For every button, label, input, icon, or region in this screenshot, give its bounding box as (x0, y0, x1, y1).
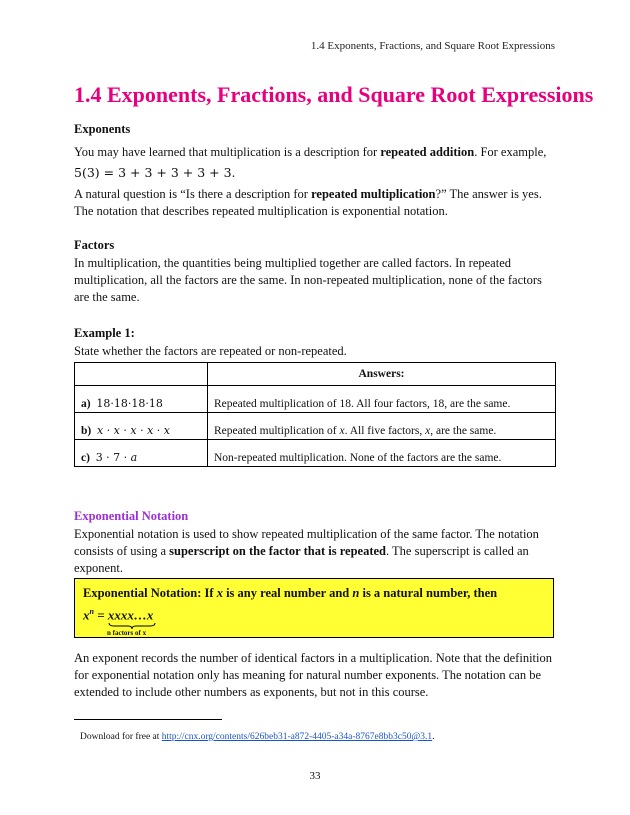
answers-header: Answers: (208, 363, 556, 386)
definition-box (74, 578, 554, 638)
table-header-blank (75, 363, 208, 386)
definition-formula: $x^n$ = xxxx…x (83, 607, 154, 623)
exponential-notation-text: Exponential notation is used to show repeated multiplication of the same factor. The notation consists of using a superscript on the factor that is repeated. The superscript is called an exponent. (74, 527, 539, 575)
exponents-heading: Exponents (74, 122, 131, 136)
row-b-answer: Repeated multiplication of x. All five factors, x, are the same. (208, 413, 556, 440)
footnote-divider (74, 719, 222, 720)
exponents-intro: You may have learned that multiplication is a description for repeated addition. For example, (74, 145, 547, 159)
factors-text: In multiplication, the quantities being multiplied together are called factors. In repeated multiplication, all the factors are the same. In non-repeated multiplication, none of the factors are the same. (74, 256, 542, 304)
table-row (75, 413, 556, 440)
factors-heading: Factors (74, 238, 115, 252)
exponent-closing-text: An exponent records the number of identical factors in a multiplication. Note that the definition for exponential notation only has meaning for natural number exponents. The notation can be extended to include other numbers as exponents, but not in this course. (74, 651, 552, 699)
exponential-notation-heading: Exponential Notation (74, 509, 189, 523)
row-a-problem: a) 18·18·18·18 (75, 386, 208, 413)
table-row (75, 386, 556, 413)
section-title: 1.4 Exponents, Fractions, and Square Root Expressions (74, 82, 594, 107)
row-b-problem: b) x · x · x · x · x (75, 413, 208, 440)
example1-heading: Example 1: (74, 326, 135, 340)
row-a-answer: Repeated multiplication of 18. All four factors, 18, are the same. (208, 386, 556, 413)
footnote: Download for free at http://cnx.org/contents/626beb31-a872-4405-a34a-8767e8bb3c50@3.1. (80, 732, 435, 742)
footnote-link[interactable]: http://cnx.org/contents/626beb31-a872-4405-a34a-8767e8bb3c50@3.1 (161, 732, 433, 742)
running-header: 1.4 Exponents, Fractions, and Square Root Expressions (310, 40, 555, 52)
table-header-row (75, 363, 556, 386)
underbrace-label: n factors of x (107, 629, 147, 637)
definition-title: Exponential Notation: If x is any real number and n is a natural number, then (83, 586, 498, 600)
table-row (75, 440, 556, 467)
row-c-answer: Non-repeated multiplication. None of the factors are the same. (208, 440, 556, 467)
example-equation: 5(3) = 3 + 3 + 3 + 3 + 3. (74, 165, 236, 180)
example1-instruction: State whether the factors are repeated or non-repeated. (74, 344, 347, 358)
example1-table (74, 362, 556, 467)
exponents-question: A natural question is “Is there a description for repeated multiplication?” The answer is yes. The notation that describes repeated multiplication is exponential notation. (74, 187, 542, 218)
row-c-problem: c) 3 · 7 · a (75, 440, 208, 467)
page-number: 33 (309, 770, 321, 782)
